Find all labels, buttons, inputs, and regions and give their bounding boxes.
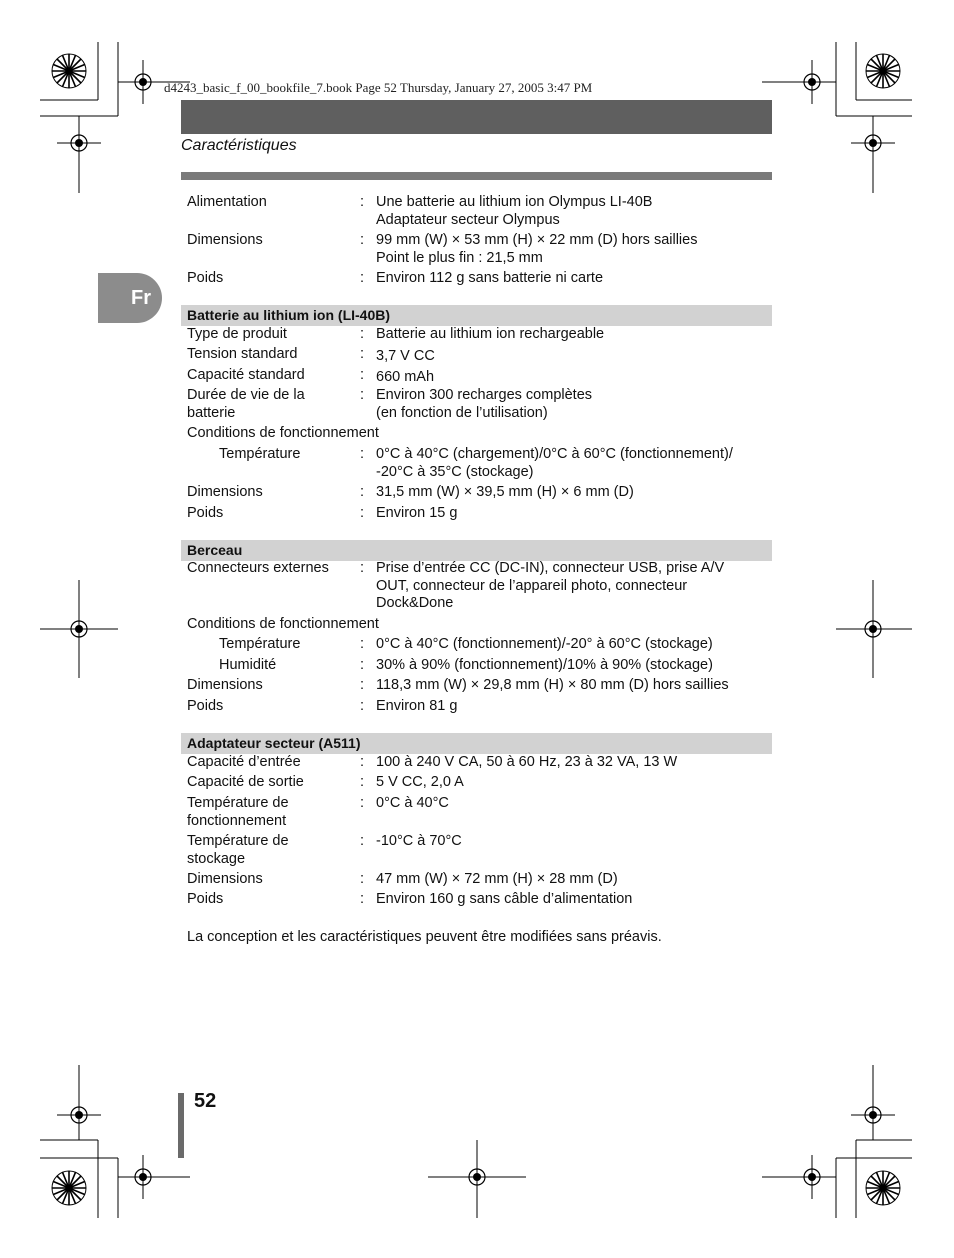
page-number: 52 [194, 1090, 217, 1112]
footnote: La conception et les caractéristiques peuvent être modifiées sans préavis. [187, 929, 662, 945]
page-title: Caractéristiques [181, 137, 297, 154]
section-heading-battery: Batterie au lithium ion (LI-40B) [181, 305, 772, 326]
crop-corner-bottom-left [40, 1065, 190, 1218]
section-heading-cradle: Berceau [181, 540, 772, 561]
crop-corner-bottom-right [762, 1065, 912, 1218]
language-tab: Fr [98, 273, 162, 323]
crop-corner-top-right [762, 42, 912, 193]
cradle-conditions-label: Conditions de fonctionnement [187, 616, 379, 632]
battery-conditions-label: Conditions de fonctionnement [187, 425, 379, 441]
print-header: d4243_basic_f_00_bookfile_7.book Page 52 Thursday, January 27, 2005 3:47 PM [164, 80, 593, 95]
section-heading-adapter: Adaptateur secteur (A511) [181, 733, 772, 754]
title-rule [181, 172, 772, 180]
crop-corner-top-left [40, 42, 190, 193]
header-band [181, 100, 772, 134]
page-number-bar [178, 1093, 184, 1158]
